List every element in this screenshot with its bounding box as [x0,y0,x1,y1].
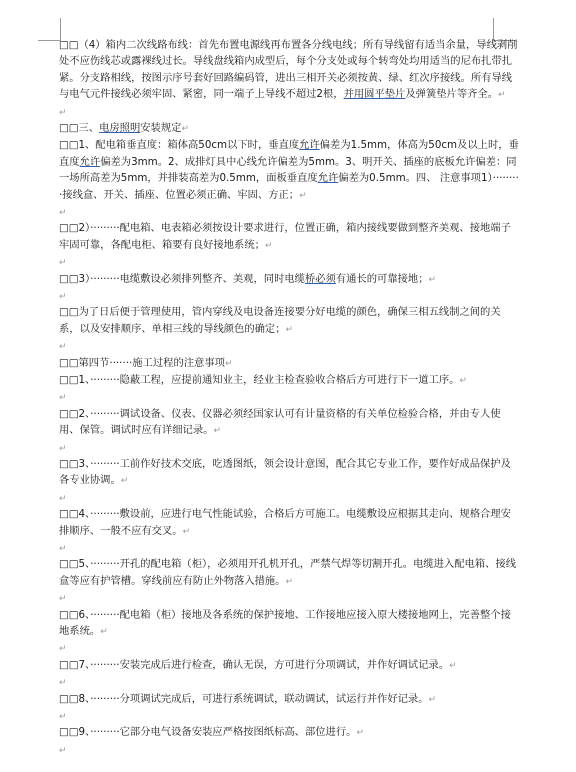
text-run: 及弹簧垫片等齐全。 [405,88,499,101]
paragraph-mark-icon: ↵ [264,240,273,251]
text-run: □□1、配电箱垂直度：箱体高50cm以下时，垂直度 [59,139,300,152]
underlined-text: 电房照明 [99,122,141,135]
crop-mark-top-left [38,18,61,41]
text-run: □□3、·········工前作好技术交底，吃透图纸，领会设计意图，配合其它专业工作，要作好成品保护及各专业协调。 [59,458,511,487]
underlined-text: 允许 [299,139,320,152]
paragraph [59,137,521,204]
empty-paragraph [59,742,521,758]
paragraph-mark-icon: ↵ [59,393,67,404]
paragraph [59,37,521,104]
underlined-text: 桥必须 [304,272,336,285]
paragraph [59,456,521,490]
paragraph-mark-icon: ↵ [428,274,437,285]
underlined-text: 并用圆平垫片 [343,88,406,101]
paragraph [59,691,521,708]
paragraph-mark-icon: ↵ [299,190,307,201]
text-run: 有通长的可靠接地； [335,272,429,285]
paragraph-mark-icon: ↵ [428,694,437,705]
paragraph [59,724,521,741]
paragraph-mark-icon: ↵ [224,358,233,369]
empty-paragraph [59,338,521,354]
text-run: □□第四节·······施工过程的注意事项 [59,356,225,369]
text-run: □□（4）箱内二次线路布线：首先布置电源线再布置各分线电线；所有导线留有适当余量，导线剥削处不应伤线芯或露裸线过长。导线盘线箱内成型后，每个分支处或每个转弯处均用适当的尼布扎带扎紧。分支路相线，按图示序号套好回路编码管，进出三相开关必须按黄、绿、红次序接线。所有导线与电气元件接线必须牢固、紧密，同一端子上导线不超过2根， [59,39,518,101]
text-run: □□4、·········敷设前，应进行电气性能试验，合格后方可施工。电缆敷设应根据其走向、规格合理安排顺序、一般不应有交叉。 [59,508,511,537]
paragraph-mark-icon: ↵ [59,712,67,723]
text-run: □□2、·········调试设备、仪表、仪器必须经国家认可有计量资格的有关单位检验合格，并由专人使用、保管。调试时应有详细记录。 [59,407,501,437]
text-run: □□2）·········配电箱、电表箱必须按设计要求进行，位置正确，箱内接线要做到整齐美观、接地端子牢固可靠，各配电柜、箱要有良好接地系统； [59,222,511,251]
empty-paragraph [59,490,521,506]
text-run: □□7、·········安装完成后进行检查，确认无误，方可进行分项调试，并作好调试记录。 [59,658,450,671]
paragraph-mark-icon: ↵ [285,576,294,587]
empty-paragraph [59,540,521,556]
text-run: □□1、·········隐蔽工程，应提前通知业主，经业主检查验收合格后方可进行下一道工序。 [59,374,460,387]
text-run: □□三、 [59,122,100,135]
text-run: □□9、·········它部分电气设备安装应严格按图纸标高、部位进行。 [59,726,357,739]
paragraph [59,506,521,540]
paragraph-mark-icon: ↵ [59,443,67,454]
paragraph-mark-icon: ↵ [59,594,67,605]
paragraph-mark-icon: ↵ [181,124,189,135]
paragraph-mark-icon: ↵ [498,90,506,101]
text-run: □□6、·········配电箱（柜）接地及各系统的保护接地、工作接地应接入原大楼接地网上，完善整个接地系统。 [59,608,511,638]
empty-paragraph [59,389,521,405]
paragraph [59,607,521,641]
paragraph-mark-icon: ↵ [182,526,191,537]
paragraph-mark-icon: ↵ [59,745,67,756]
paragraph [59,120,521,137]
paragraph-mark-icon: ↵ [213,426,221,437]
paragraph [59,556,521,590]
paragraph-mark-icon: ↵ [100,627,108,638]
paragraph-mark-icon: ↵ [59,678,67,689]
text-run: 安装规定 [140,122,182,135]
underlined-text: 允许 [317,172,339,185]
paragraph [59,372,521,389]
empty-paragraph [59,104,521,120]
text-run: □□为了日后便于管理使用，管内穿线及电设备连接要分好电缆的颜色，确保三相五线制之间的关系，以及安排顺序、单相三线的导线颜色的确定； [59,306,501,335]
underlined-text: 允许 [79,155,101,168]
paragraph-mark-icon: ↵ [449,660,457,671]
paragraph-mark-icon: ↵ [59,208,67,219]
empty-paragraph [59,254,521,270]
empty-paragraph [59,674,521,690]
paragraph-mark-icon: ↵ [59,544,67,555]
paragraph-mark-icon: ↵ [459,376,467,387]
empty-paragraph [59,708,521,724]
paragraph-mark-icon: ↵ [59,107,67,118]
text-run: □□8、·········分项调试完成后，可进行系统调试，联动调试，试运行并作好记录。 [59,692,429,705]
text-run: □□3）·········电缆敷设必须排列整齐、美观，同时电缆 [59,272,305,285]
paragraph [59,406,521,440]
text-run: 偏差为1.5mm，体高为50cm及以上时，垂直度 [59,139,519,168]
paragraph [59,657,521,674]
paragraph-mark-icon: ↵ [285,324,294,335]
text-run: 偏差为3mm。2、成排灯具中心线允许偏差为5mm。3、明开关、插座的底板允许偏差：同一场所高差为5mm，并排装高差为0.5mm，面板垂直度 [59,155,517,185]
text-run: 偏差为0.5mm。四、 注意事项1）·········接线盒、开关、插座、位置必须正确、牢固、方正； [59,172,519,201]
empty-paragraph [59,288,521,304]
paragraph [59,271,521,288]
paragraph-mark-icon: ↵ [59,644,67,655]
empty-paragraph [59,440,521,456]
document-body [59,37,521,758]
text-run: □□5、·········开孔的配电箱（柜），必须用开孔机开孔，严禁气焊等切割开孔。电缆进入配电箱、接线盒等应有护管槽。穿线前应有防止外物落入措施。 [59,558,517,587]
paragraph-mark-icon: ↵ [356,728,364,739]
paragraph-mark-icon: ↵ [59,493,67,504]
empty-paragraph [59,640,521,656]
paragraph-mark-icon: ↵ [59,292,67,303]
paragraph-mark-icon: ↵ [59,342,67,353]
paragraph-mark-icon: ↵ [59,258,67,269]
paragraph [59,220,521,254]
empty-paragraph [59,590,521,606]
paragraph-mark-icon: ↵ [120,476,129,487]
paragraph [59,304,521,338]
empty-paragraph [59,204,521,220]
paragraph [59,355,521,372]
